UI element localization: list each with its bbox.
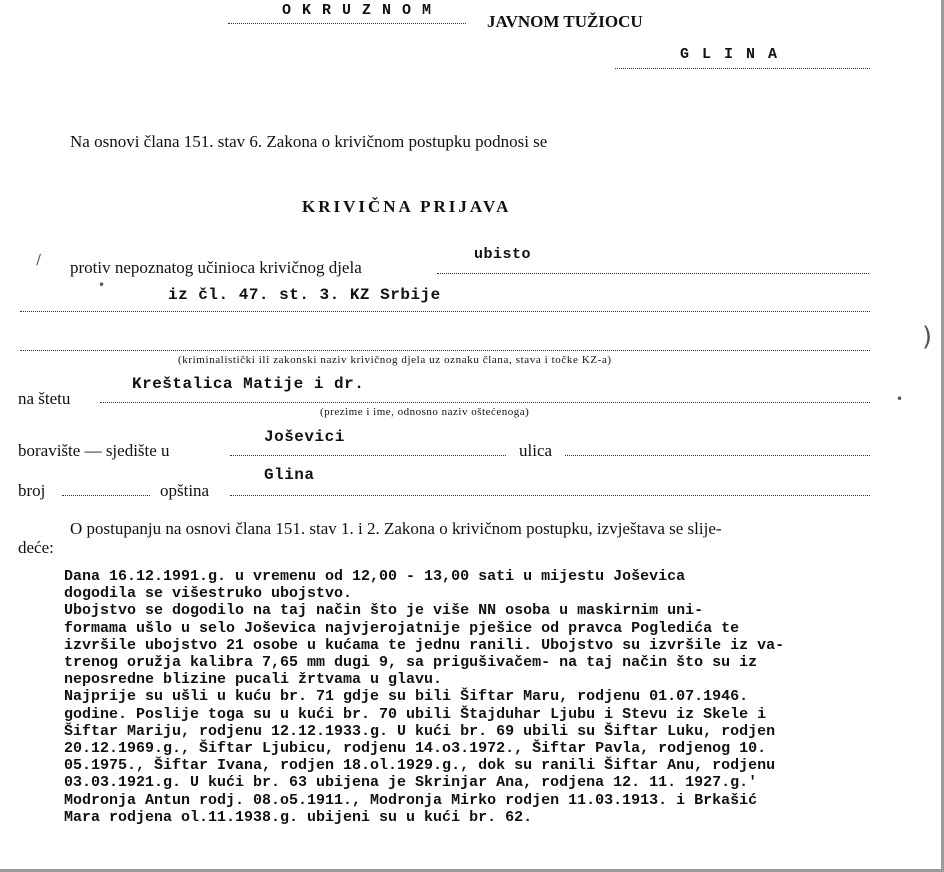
body-line: godine. Poslije toga su u kući br. 70 ubili Štajduhar Ljubu i Stevu iz Skele i (64, 705, 767, 723)
dot-mark-2: • (896, 392, 904, 406)
body-line: Mara rodjena ol.11.1938.g. ubijeni su u kući br. 62. (64, 808, 533, 826)
residence-value: Joševici (264, 428, 345, 446)
addressee-tuziocu: JAVNOM TUŽIOCU (487, 12, 643, 31)
crime-extra-line (20, 350, 870, 351)
dot-mark-1: • (98, 278, 106, 292)
municipality-label: opština (160, 481, 210, 500)
municipality-line (230, 495, 870, 496)
residence-line (230, 455, 506, 456)
article-value: iz čl. 47. st. 3. KZ Srbije (168, 286, 441, 304)
victim-caption: (prezime i ime, odnosno naziv oštećenoga) (320, 406, 530, 418)
document-title: KRIVIČNA PRIJAVA (302, 197, 512, 216)
victim-label: na štetu (18, 389, 71, 408)
body-line: neposredne blizine pucali žrtvama u glavu. (64, 671, 443, 689)
number-line (62, 495, 150, 496)
residence-label: boravište — sjedište u (18, 441, 170, 460)
municipality-value: Glina (264, 466, 315, 484)
victim-value: Kreštalica Matije i dr. (132, 375, 365, 393)
report-intro-line2: deće: (18, 538, 54, 557)
body-line: 05.1975., Šiftar Ivana, rodjen 18.ol.1929.g., dok su ranili Šiftar Anu, rodjenu (64, 757, 776, 775)
body-line: Ubojstvo se dogodilo na taj način što je više NN osoba u maskirnim uni- (64, 602, 704, 620)
intro-line: Na osnovi člana 151. stav 6. Zakona o krivičnom postupku podnosi se (70, 132, 548, 151)
addressee-city: G L I N A (680, 46, 780, 63)
body-line: formama ušlo u selo Joševica najvjerojatnije pješice od pravca Pogledića te (64, 619, 740, 637)
street-line (565, 455, 870, 456)
street-label: ulica (519, 441, 553, 460)
body-line: izvršile ubojstvo 21 osobe u kućama te jednu ranili. Ubojstvo su izvršile iz va- (64, 636, 785, 654)
victim-line (100, 402, 870, 403)
body-line: Modronja Antun rodj. 08.o5.1911., Modronja Mirko rodjen 11.03.1913. i Brkašić (64, 791, 758, 809)
body-line: dogodila se višestruko ubojstvo. (64, 585, 353, 603)
crime-line (437, 273, 869, 274)
addressee-line-2 (615, 68, 870, 69)
report-body (64, 568, 884, 826)
body-line: Najprije su ušli u kuću br. 71 gdje su bili Šiftar Maru, rodjenu 01.07.1946. (64, 688, 749, 706)
addressee-okruznom: O K R U Z N O M (282, 2, 433, 19)
body-line: trenog oružja kalibra 7,65 mm dugi 9, sa prigušivačem- na taj način što su iz (64, 654, 758, 672)
body-line: Šiftar Mariju, rodjenu 12.12.1933.g. U kući br. 69 ubili su Šiftar Luku, rodjen (64, 722, 776, 740)
crime-caption: (kriminalistički ili zakonski naziv krivičnog djela uz oznaku člana, stava i točke KZ-a) (178, 354, 612, 366)
body-line: Dana 16.12.1991.g. u vremenu od 12,00 - 13,00 sati u mijestu Joševica (64, 568, 686, 585)
margin-mark-left: \ (31, 252, 45, 268)
number-label: broj (18, 481, 46, 500)
body-line: 03.03.1921.g. U kući br. 63 ubijena je Skrinjar Ana, rodjena 12. 11. 1927.g.' (64, 774, 758, 792)
report-intro-line1: O postupanju na osnovi člana 151. stav 1. i 2. Zakona o krivičnom postupku, izvještava se slije- (70, 519, 722, 538)
against-label: protiv nepoznatog učinioca krivičnog djela (70, 258, 362, 277)
addressee-line-1 (228, 23, 466, 24)
body-line: 20.12.1969.g., Šiftar Ljubicu, rodjenu 14.o3.1972., Šiftar Pavla, rodjenog 10. (64, 740, 767, 758)
crime-value: ubisto (474, 246, 532, 263)
article-line (20, 311, 870, 312)
margin-mark-right: ) (922, 322, 933, 352)
